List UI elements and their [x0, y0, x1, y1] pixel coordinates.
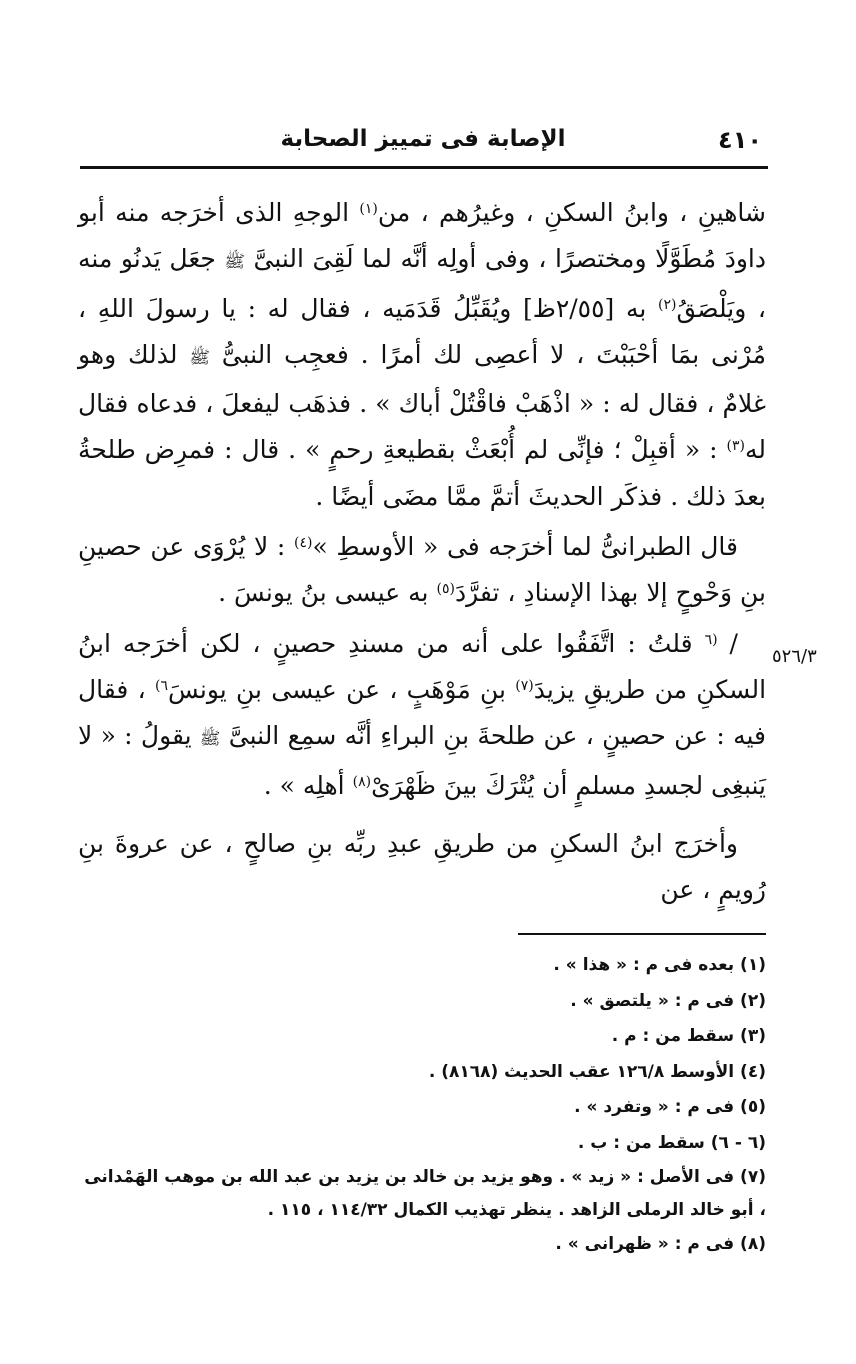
text-run: : لا يُرْوَى عن حصينِ بنِ وَحْوحٍ إلا بهذا الإسنادِ ، تفرَّدَ [78, 532, 766, 608]
footnote-6: (٦ - ٦) سقط من : ب . [577, 1132, 766, 1153]
paragraph-3 [78, 621, 766, 809]
footnote-separator [518, 933, 766, 935]
paragraph-4 [78, 821, 766, 914]
text-run: وأخرَج ابنُ السكنِ من طريقِ عبدِ ربِّه بنِ صالحٍ ، عن عروةَ بنِ رُويمٍ ، عن [78, 828, 766, 905]
footnote-ref-1: (١) [359, 201, 378, 217]
footnote-ref-3: (٣) [726, 438, 745, 455]
footnote-7: (٧) فى الأصل : « زيد » . وهو يزيد بن خالد بن يزيد بن عبد الله بن موهب الهَمْدانى ، أبو خالد الرملى الزاهد . ينظر تهذيب الكمال ١١٤/٣٢ ، ١١٥ . [84, 1167, 766, 1220]
text-run: ، فقال فيه : عن حصينٍ ، عن طلحةَ بنِ البراءِ أنَّه سمِع النبىَّ [78, 674, 766, 751]
paragraph-2 [78, 524, 766, 617]
footnote-5: (٥) فى م : « وتفرد » . [574, 1097, 766, 1117]
text-run: لذلك وهو غلامٌ ، فقال له : « اذْهَبْ فاقْتُلْ أباك » . فذهَب ليفعلَ ، فدعاه فقال له [78, 339, 766, 465]
text-run: بنِ مَوْهَبٍ ، عن عيسى بنِ يونسَ [168, 674, 516, 704]
text-run: قلتُ : اتَّفَقُوا على أنه من مسندِ حصينٍ ، لكن أخرَجه ابنُ السكنِ من طريقِ يزيدَ [78, 628, 767, 704]
footnote-ref-2: (٢) [657, 296, 677, 313]
page-number: ٤١٠ [718, 126, 762, 154]
main-text [78, 190, 766, 913]
salat-ligature: ﷺ [189, 347, 210, 368]
text-run: به [٢/٥٥ظ] ويُقَبِّلُ قَدَمَيه ، فقال له : يا رسولَ اللهِ ، مُرْنى بمَا أحْبَبْتَ ، لا أعصِى لك أمرًا . فعجِب النبىُّ [78, 293, 766, 369]
margin-volume-page-ref: ٥٢٦/٣ [772, 646, 817, 667]
paragraph-1 [78, 190, 766, 520]
page-header [80, 124, 766, 158]
header-rule [80, 166, 768, 169]
running-title: الإصابة فى تمييز الصحابة [280, 126, 566, 152]
text-run: به عيسى بنُ يونسَ . [218, 578, 437, 608]
footnote-3: (٣) سقط من : م . [611, 1026, 766, 1046]
footnote-ref-5: (٥) [436, 581, 455, 598]
footnotes [78, 948, 766, 1263]
text-run: يقولُ : « لا يَنبغِى لجسدِ مسلمٍ أن يُتْرَكَ بينَ ظَهْرَىْ [78, 721, 766, 800]
text-run: : « أقبِلْ ؛ فإنِّى لم أُبْعَثْ بقطيعةِ رحمٍ » . قال : فمرِض طلحةُ بعدَ ذلك . فذكَر الحديثَ أتمَّ ممَّا مضَى أيضًا . [78, 435, 766, 511]
paragraph-gap [78, 809, 766, 821]
footnote-ref-4: (٤) [294, 535, 313, 552]
text-run: الوجهِ الذى أخرَجه منه أبو داودَ مُطَوَّلًا ومختصرًا ، وفى أولِه أنَّه لما لَقِىَ النبىَّ [78, 198, 766, 274]
text-run: قال الطبرانىُّ لما أخرَجه فى « الأوسطِ » [312, 532, 738, 562]
text-run: شاهينِ ، وابنُ السكنِ ، وغيرُهم ، من [377, 198, 766, 227]
salat-ligature: ﷺ [199, 729, 221, 750]
page-break-slash: / [717, 628, 738, 658]
footnote-ref-7: (٧) [515, 677, 534, 694]
footnote-ref-6-open: (٦ [704, 631, 718, 648]
footnote-4: (٤) الأوسط ١٢٦/٨ عقب الحديث (٨١٦٨) . [428, 1061, 766, 1082]
footnote-1: (١) بعده فى م : « هذا » . [553, 955, 766, 975]
text-run: جعَل يَدنُو منه ، ويَلْصَقُ [78, 244, 766, 323]
footnote-8: (٨) فى م : « ظهرانى » . [555, 1234, 766, 1254]
text-run: أهلِه » . [263, 770, 353, 800]
salat-ligature: ﷺ [224, 252, 245, 273]
footnote-ref-6-close: ٦) [155, 677, 168, 694]
footnote-ref-8: (٨) [352, 773, 372, 790]
footnote-2: (٢) فى م : « يلتصق » . [570, 990, 766, 1011]
